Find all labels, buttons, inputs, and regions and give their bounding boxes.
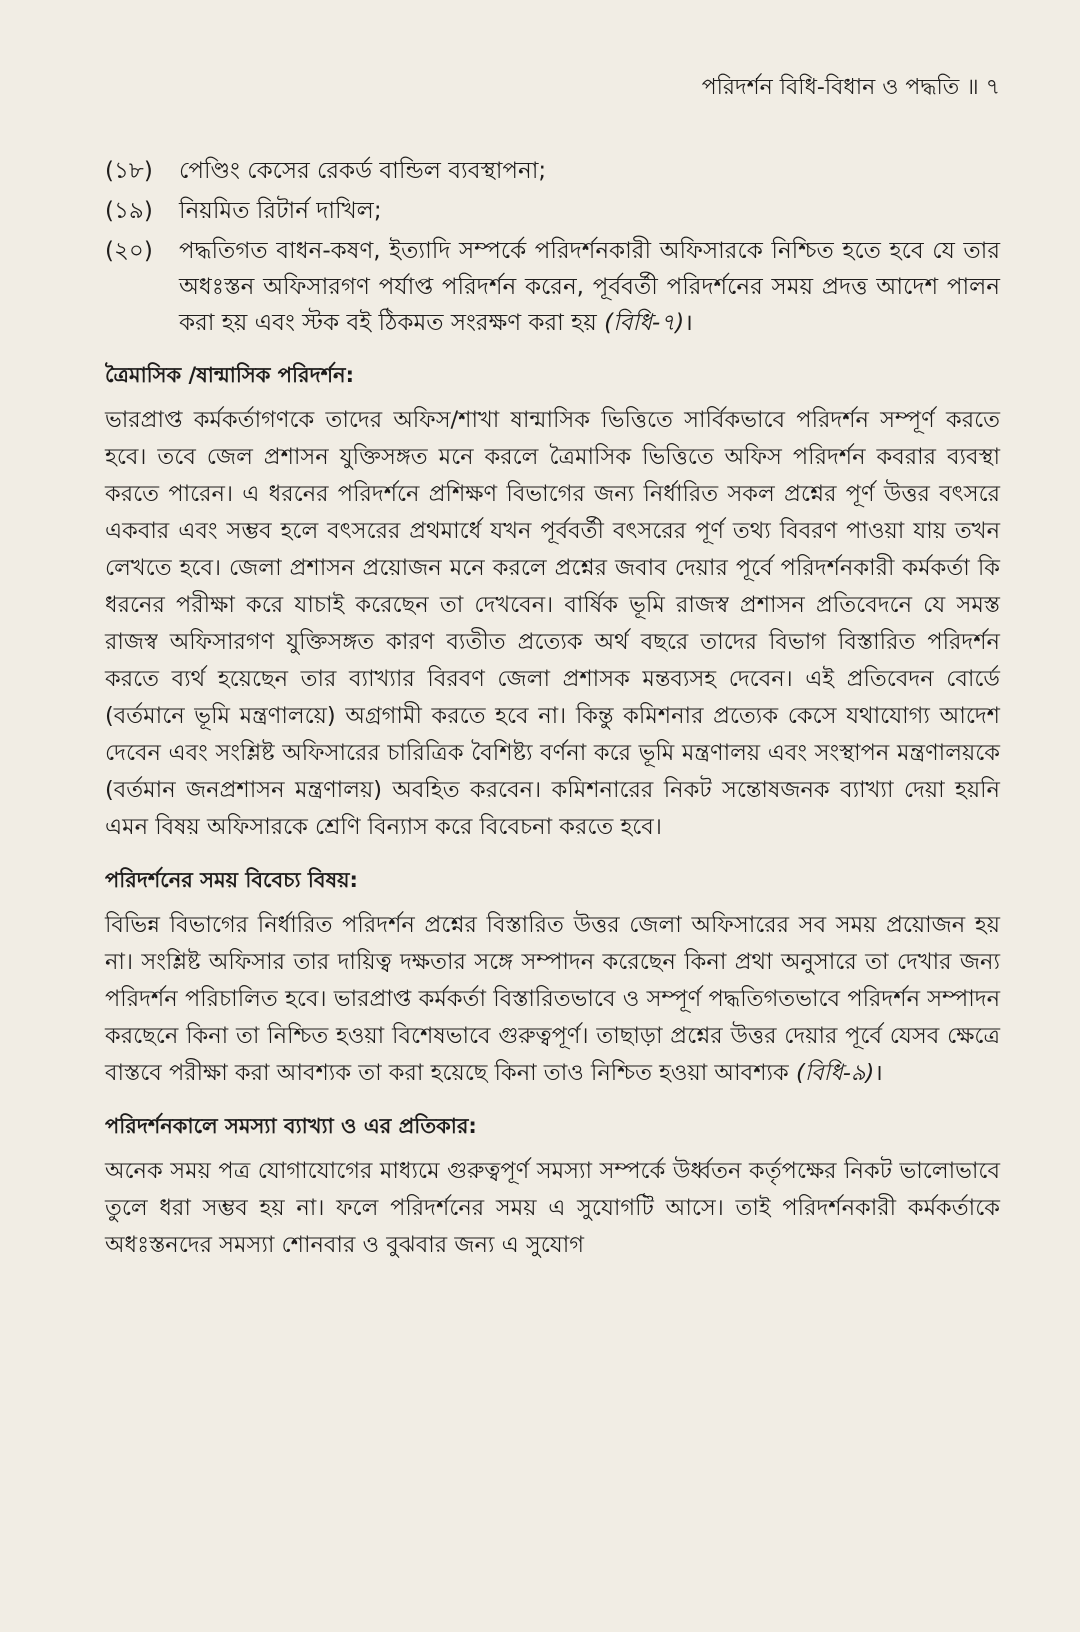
paragraph-text: বিভিন্ন বিভাগের নির্ধারিত পরিদর্শন প্রশ্নের বিস্তারিত উত্তর জেলা অফিসারের সব সময় প্রয়োজন হয় না। সংশ্লিষ্ট অফিসার তার দায়িত্ব দক্ষতার সঙ্গে সম্পাদন করেছেন কিনা প্রথা অনুসারে তা দেখার জন্য পরিদর্শন পরিচালিত হবে। ভারপ্রাপ্ত কর্মকর্তা বিস্তারিতভাবে ও সম্পূর্ণ পদ্ধতিগতভাবে পরিদর্শন সম্পাদন করছেনে কিনা তা নিশ্চিত হওয়া বিশেষভাবে গুরুত্বপূর্ণ। তাছাড়া প্রশ্নের উত্তর দেয়ার পূর্বে যেসব ক্ষেত্রে বাস্তবে পরীক্ষা করা আবশ্যক তা করা হয়েছে কিনা তাও নিশ্চিত হওয়া আবশ্যক bbox=[105, 912, 1000, 1086]
paragraph-text: অনেক সময় পত্র যোগাযোগের মাধ্যমে গুরুত্বপূর্ণ সমস্যা সম্পর্কে উর্ধ্বতন কর্তৃপক্ষের নিকট ভালোভাবে তুলে ধরা সম্ভব হয় না। ফলে পরিদর্শনের সময় এ সুযোগটি আসে। তাই পরিদর্শনকারী কর্মকর্তাকে অধঃস্তনদের সমস্যা শোনবার ও বুঝবার জন্য এ সুযোগ bbox=[105, 1158, 1000, 1258]
rule-citation: (বিধি-৯) bbox=[795, 1060, 875, 1086]
rule-citation: (বিধি-৭) bbox=[604, 310, 685, 336]
section-heading-quarterly: ত্রৈমাসিক /ষান্মাসিক পরিদর্শন: bbox=[105, 363, 354, 387]
numbered-list bbox=[105, 153, 1000, 341]
section-body-considerations bbox=[105, 907, 1000, 1092]
list-item-text: পদ্ধতিগত বাধন-কষণ, ইত্যাদি সম্পর্কে পরিদর্শনকারী অফিসারকে নিশ্চিত হতে হবে যে তার অধঃস্তন অফিসারগণ পর্যাপ্ত পরিদর্শন করেন, পূর্ববর্তী পরিদর্শনের সময় প্রদত্ত আদেশ পালন করা হয় এবং স্টক বই ঠিকমত সংরক্ষণ করা হয় bbox=[179, 238, 1000, 336]
section-body-problems bbox=[105, 1153, 1000, 1264]
section-heading-considerations: পরিদর্শনের সময় বিবেচ্য বিষয়: bbox=[105, 868, 358, 892]
section-heading-problems: পরিদর্শনকালে সমস্যা ব্যাখ্যা ও এর প্রতিকার: bbox=[105, 1114, 477, 1138]
list-item-number: (২০) bbox=[105, 238, 153, 264]
list-item-text: নিয়মিত রিটার্ন দাখিল; bbox=[179, 198, 382, 224]
list-item-number: (১৯) bbox=[105, 198, 153, 224]
list-item-text-wrap bbox=[179, 233, 1000, 341]
sentence-end: । bbox=[874, 1060, 883, 1086]
list-item bbox=[105, 153, 1000, 189]
sentence-end: । bbox=[684, 310, 693, 336]
running-header: পরিদর্শন বিধি-বিধান ও পদ্ধতি ॥ ৭ bbox=[701, 75, 1000, 100]
list-item bbox=[105, 233, 1000, 341]
list-item bbox=[105, 193, 1000, 229]
list-item-number: (১৮) bbox=[105, 158, 153, 184]
paragraph-text: ভারপ্রাপ্ত কর্মকর্তাগণকে তাদের অফিস/শাখা ষান্মাসিক ভিত্তিতে সার্বিকভাবে পরিদর্শন সম্পূর্ণ করতে হবে। তবে জেল প্রশাসন যুক্তিসঙ্গত মনে করলে ত্রৈমাসিক ভিত্তিতে অফিস পরিদর্শন কবরার ব্যবস্থা করতে পারেন। এ ধরনের পরিদর্শনে প্রশিক্ষণ বিভাগের জন্য নির্ধারিত সকল প্রশ্নের পূর্ণ উত্তর বৎসরে একবার এবং সম্ভব হলে বৎসরের প্রথমার্ধে যখন পূর্ববর্তী বৎসরের পূর্ণ তথ্য বিবরণ পাওয়া যায় তখন লেখতে হবে। জেলা প্রশাসন প্রয়োজন মনে করলে প্রশ্নের জবাব দেয়ার পূর্বে পরিদর্শনকারী কর্মকর্তা কি ধরনের পরীক্ষা করে যাচাই করেছেন তা দেখবেন। বার্ষিক ভূমি রাজস্ব প্রশাসন প্রতিবেদনে যে সমস্ত রাজস্ব অফিসারগণ যুক্তিসঙ্গত কারণ ব্যতীত প্রত্যেক অর্থ বছরে তাদের বিভাগ বিস্তারিত পরিদর্শন করতে ব্যর্থ হয়েছেন তার ব্যাখ্যার বিরবণ জেলা প্রশাসক মন্তব্যসহ দেবেন। এই প্রতিবেদন বোর্ডে (বর্তমানে ভূমি মন্ত্রণালয়ে) অগ্রগামী করতে হবে না। কিন্তু কমিশনার প্রত্যেক কেসে যথাযোগ্য আদেশ দেবেন এবং সংশ্লিষ্ট অফিসারের চারিত্রিক বৈশিষ্ট্য বর্ণনা করে ভূমি মন্ত্রণালয় এবং সংস্থাপন মন্ত্রণালয়কে (বর্তমান জনপ্রশাসন মন্ত্রণালয়) অবহিত করবেন। কমিশনারের নিকট সন্তোষজনক ব্যাখ্যা দেয়া হয়নি এমন বিষয় অফিসারকে শ্রেণি বিন্যাস করে বিবেচনা করতে হবে। bbox=[105, 407, 1000, 840]
section-body-quarterly bbox=[105, 402, 1000, 846]
list-item-text: পেণ্ডিং কেসের রেকর্ড বান্ডিল ব্যবস্থাপনা; bbox=[179, 158, 547, 184]
